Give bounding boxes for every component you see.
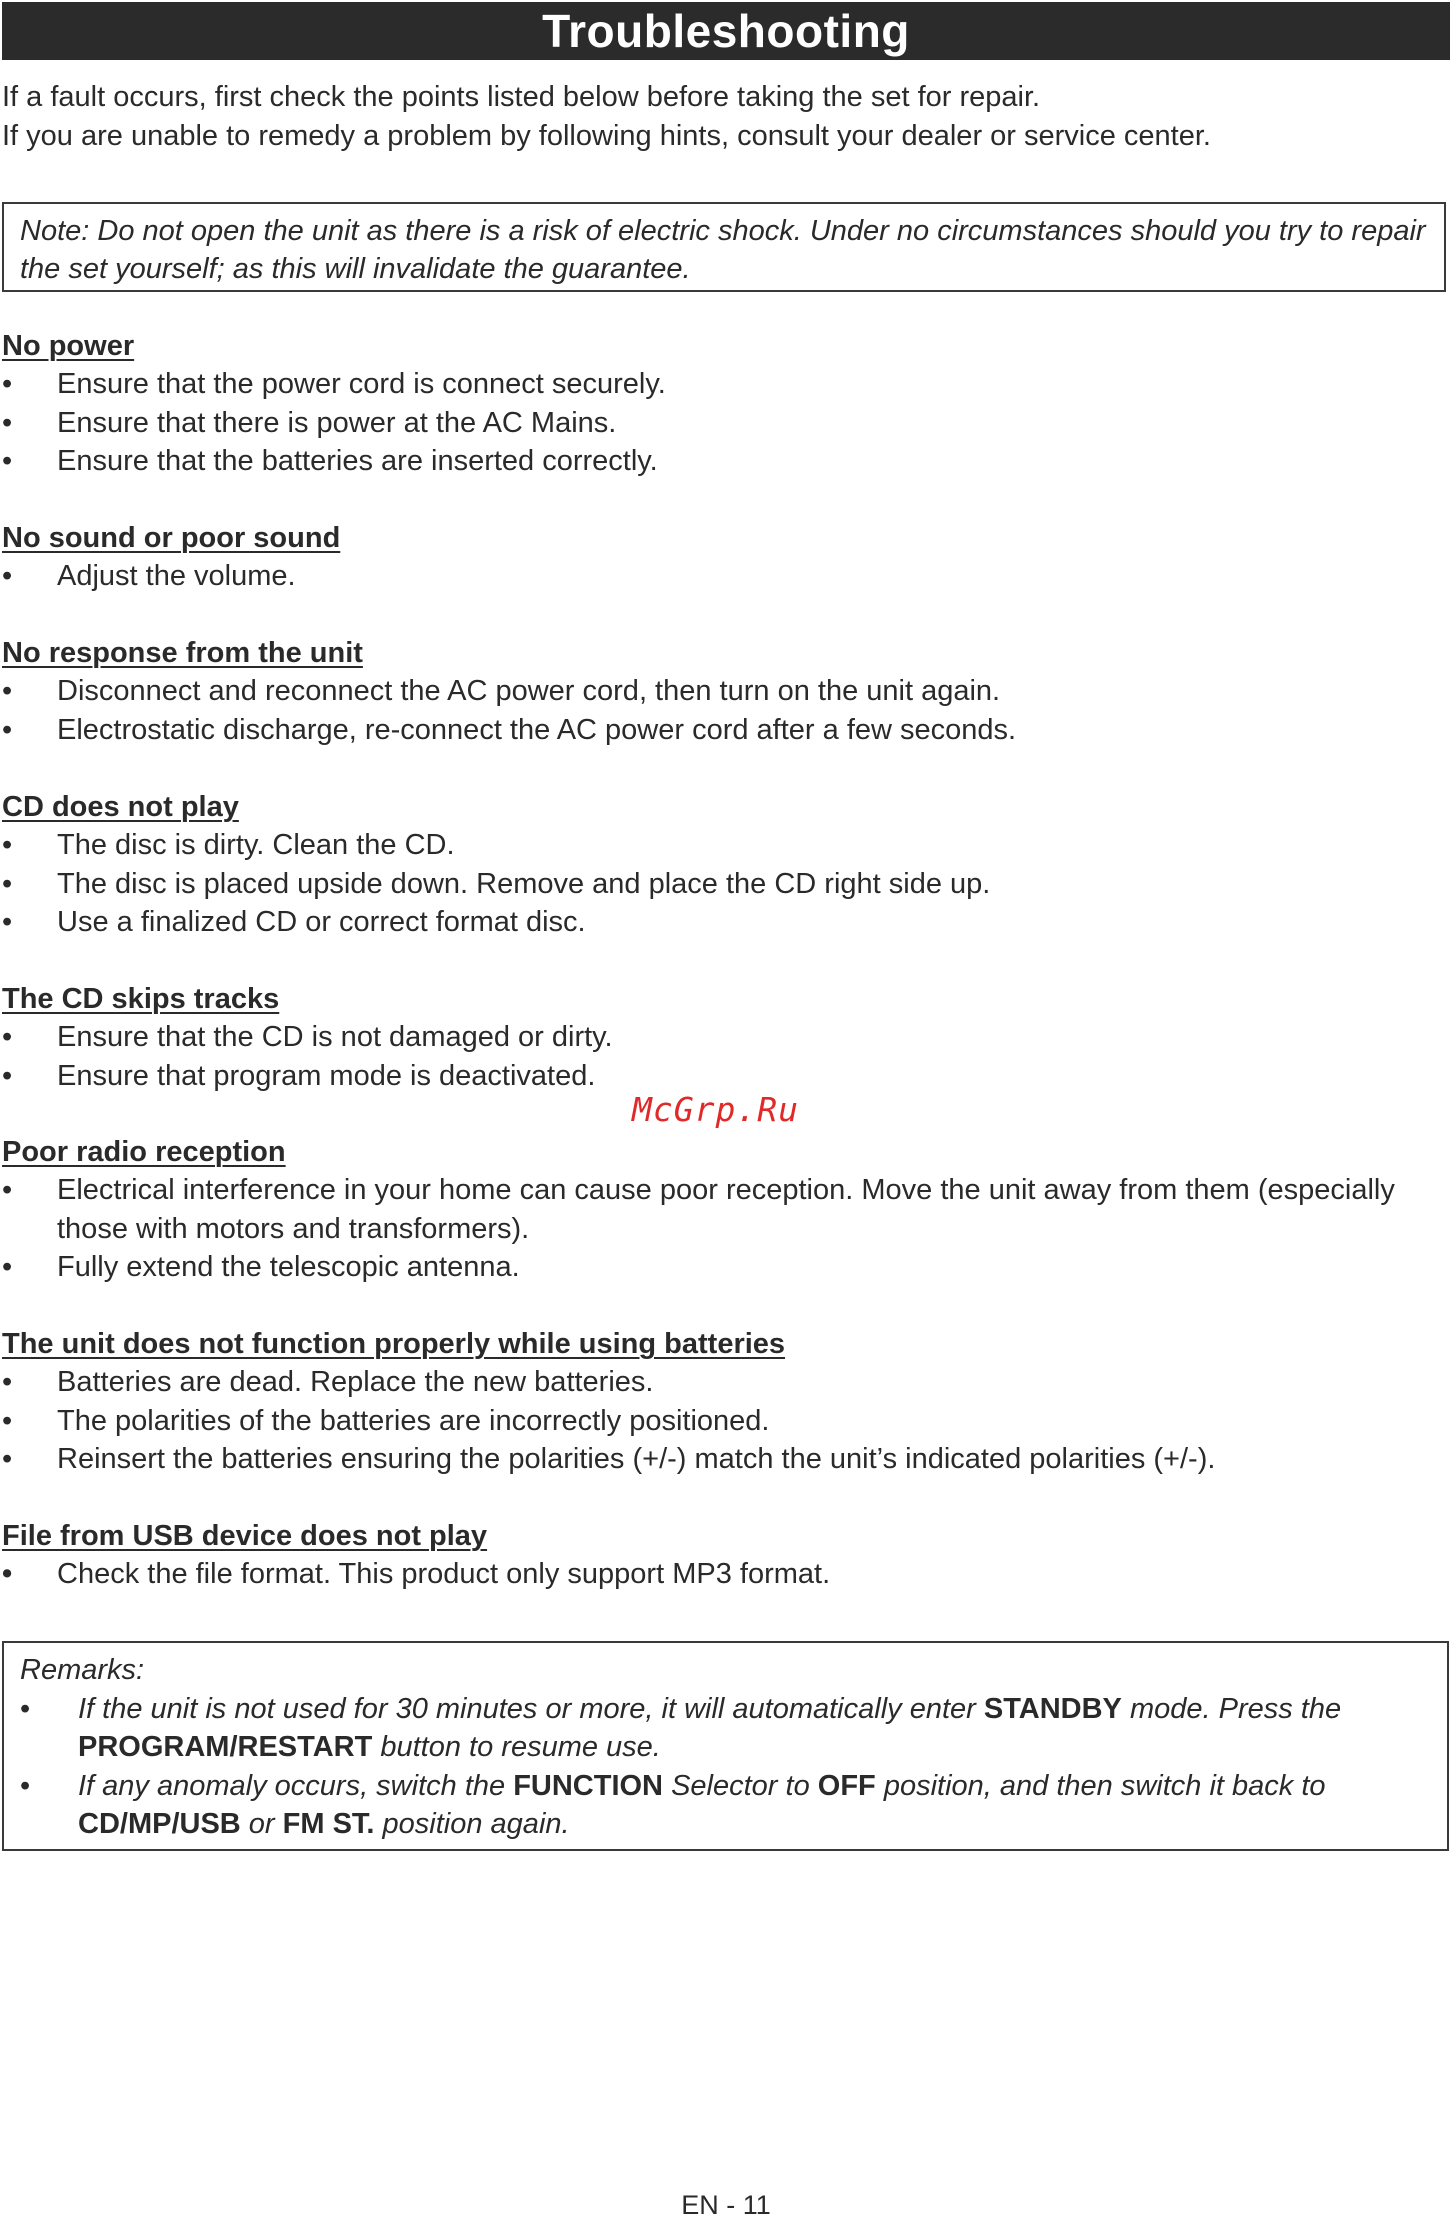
list-item — [2, 1171, 1442, 1248]
bullet-list — [2, 1555, 1442, 1594]
remarks-bold: FM ST. — [282, 1808, 375, 1840]
section-no-response — [2, 634, 1442, 749]
remarks-title: Remarks: — [20, 1654, 145, 1686]
list-item — [2, 1555, 1442, 1594]
remarks-item — [20, 1690, 1431, 1767]
bullet-icon: • — [2, 829, 13, 861]
note-text: Note: Do not open the unit as there is a risk of electric shock. Under no circumstances should you try to repair the set yourself; as this will invalidate the guarantee. — [20, 215, 1426, 285]
section-heading: No power — [2, 330, 135, 362]
remarks-text: Selector to — [663, 1769, 818, 1802]
intro-text — [2, 78, 1442, 156]
section-cd-skips — [2, 980, 1442, 1095]
section-heading: Poor radio reception — [2, 1136, 286, 1168]
bullet-icon: • — [2, 368, 13, 400]
remarks-text: position, and then switch it back to — [875, 1769, 1326, 1802]
section-heading: The CD skips tracks — [2, 983, 280, 1015]
list-item-text: Electrostatic discharge, re-connect the AC power cord after a few seconds. — [57, 713, 1017, 746]
bullet-list — [2, 557, 1442, 596]
section-heading: File from USB device does not play — [2, 1520, 488, 1552]
section-heading: No response from the unit — [2, 637, 363, 669]
list-item-text: Fully extend the telescopic antenna. — [57, 1251, 520, 1283]
list-item — [2, 672, 1442, 711]
bullet-list — [2, 672, 1442, 749]
bullet-icon: • — [2, 867, 13, 900]
page-number: EN - 11 — [681, 2190, 771, 2220]
remarks-bold: PROGRAM/RESTART — [78, 1731, 373, 1763]
section-poor-radio — [2, 1133, 1442, 1287]
bullet-icon: • — [2, 1443, 13, 1475]
list-item — [2, 711, 1442, 750]
remarks-text: If any anomaly occurs, switch the — [78, 1769, 514, 1802]
list-item — [2, 903, 1442, 942]
list-item — [2, 1363, 1442, 1402]
list-item — [2, 442, 1442, 481]
list-item-text: Use a finalized CD or correct format disc. — [57, 906, 586, 938]
list-item-text: Disconnect and reconnect the AC power cord, then turn on the unit again. — [57, 675, 1001, 707]
list-item — [2, 1248, 1442, 1287]
remarks-item — [20, 1767, 1431, 1844]
remarks-text: button to resume use. — [372, 1731, 661, 1763]
bullet-list — [2, 826, 1442, 942]
bullet-icon: • — [2, 445, 13, 477]
bullet-icon: • — [2, 713, 13, 746]
remarks-list — [20, 1690, 1431, 1844]
list-item-text: Ensure that the CD is not damaged or dirty. — [57, 1021, 613, 1053]
list-item-text: Ensure that the batteries are inserted correctly. — [57, 445, 658, 477]
note-box — [2, 202, 1446, 292]
list-item-text: Ensure that there is power at the AC Mains. — [57, 406, 617, 439]
list-item — [2, 826, 1442, 865]
section-cd-not-play — [2, 788, 1442, 942]
section-batteries — [2, 1325, 1442, 1479]
remarks-bold: OFF — [817, 1769, 876, 1802]
bullet-icon: • — [2, 1059, 13, 1092]
remarks-bold: FUNCTION — [513, 1769, 664, 1802]
bullet-icon: • — [2, 1404, 13, 1437]
bullet-icon: • — [2, 1251, 13, 1283]
bullet-icon: • — [20, 1692, 31, 1725]
bullet-icon: • — [2, 1558, 13, 1590]
bullet-icon: • — [2, 406, 13, 439]
list-item-text: The disc is dirty. Clean the CD. — [57, 829, 455, 861]
list-item-text: Batteries are dead. Replace the new batteries. — [57, 1366, 654, 1398]
intro-line-2: If you are unable to remedy a problem by following hints, consult your dealer or service center. — [2, 120, 1211, 152]
bullet-icon: • — [2, 675, 13, 707]
list-item — [2, 365, 1442, 404]
list-item — [2, 1018, 1442, 1057]
page-title: Troubleshooting — [2, 2, 1450, 60]
section-heading: CD does not play — [2, 791, 239, 823]
bullet-icon: • — [20, 1769, 31, 1802]
remarks-text: mode. Press the — [1121, 1692, 1342, 1725]
bullet-icon: • — [2, 1021, 13, 1053]
bullet-icon: • — [2, 1174, 13, 1206]
remarks-text: position again. — [374, 1808, 570, 1840]
remarks-box — [2, 1641, 1449, 1851]
section-no-power — [2, 327, 1442, 481]
section-heading: The unit does not function properly while using batteries — [2, 1328, 786, 1360]
bullet-list — [2, 1018, 1442, 1095]
list-item-text: Electrical interference in your home can cause poor reception. Move the unit away from them (especially those with motors and transformers). — [57, 1174, 1395, 1245]
list-item — [2, 557, 1442, 596]
list-item-text: The polarities of the batteries are incorrectly positioned. — [57, 1404, 770, 1437]
bullet-list — [2, 1363, 1442, 1479]
section-no-sound — [2, 519, 1442, 596]
bullet-icon: • — [2, 560, 13, 592]
bullet-list — [2, 365, 1442, 481]
section-heading: No sound or poor sound — [2, 522, 341, 554]
list-item-text: Ensure that program mode is deactivated. — [57, 1059, 596, 1092]
list-item — [2, 404, 1442, 443]
list-item-text: Check the file format. This product only support MP3 format. — [57, 1558, 831, 1590]
remarks-text: or — [240, 1808, 283, 1840]
remarks-bold: CD/MP/USB — [78, 1808, 241, 1840]
list-item-text: Reinsert the batteries ensuring the polarities (+/-) match the unit’s indicated polarities (+/-). — [57, 1443, 1216, 1475]
bullet-icon: • — [2, 1366, 13, 1398]
list-item — [2, 1402, 1442, 1441]
bullet-icon: • — [2, 906, 13, 938]
list-item-text: Adjust the volume. — [57, 560, 296, 592]
watermark-text: McGrp.Ru — [632, 1090, 799, 1129]
list-item — [2, 1440, 1442, 1479]
remarks-bold: STANDBY — [983, 1692, 1122, 1725]
bullet-list — [2, 1171, 1442, 1287]
intro-line-1: If a fault occurs, first check the points listed below before taking the set for repair. — [2, 81, 1041, 113]
list-item-text: The disc is placed upside down. Remove and place the CD right side up. — [57, 867, 991, 900]
list-item — [2, 865, 1442, 904]
remarks-text: If the unit is not used for 30 minutes or more, it will automatically enter — [78, 1692, 984, 1725]
list-item-text: Ensure that the power cord is connect securely. — [57, 368, 666, 400]
section-usb — [2, 1517, 1442, 1594]
